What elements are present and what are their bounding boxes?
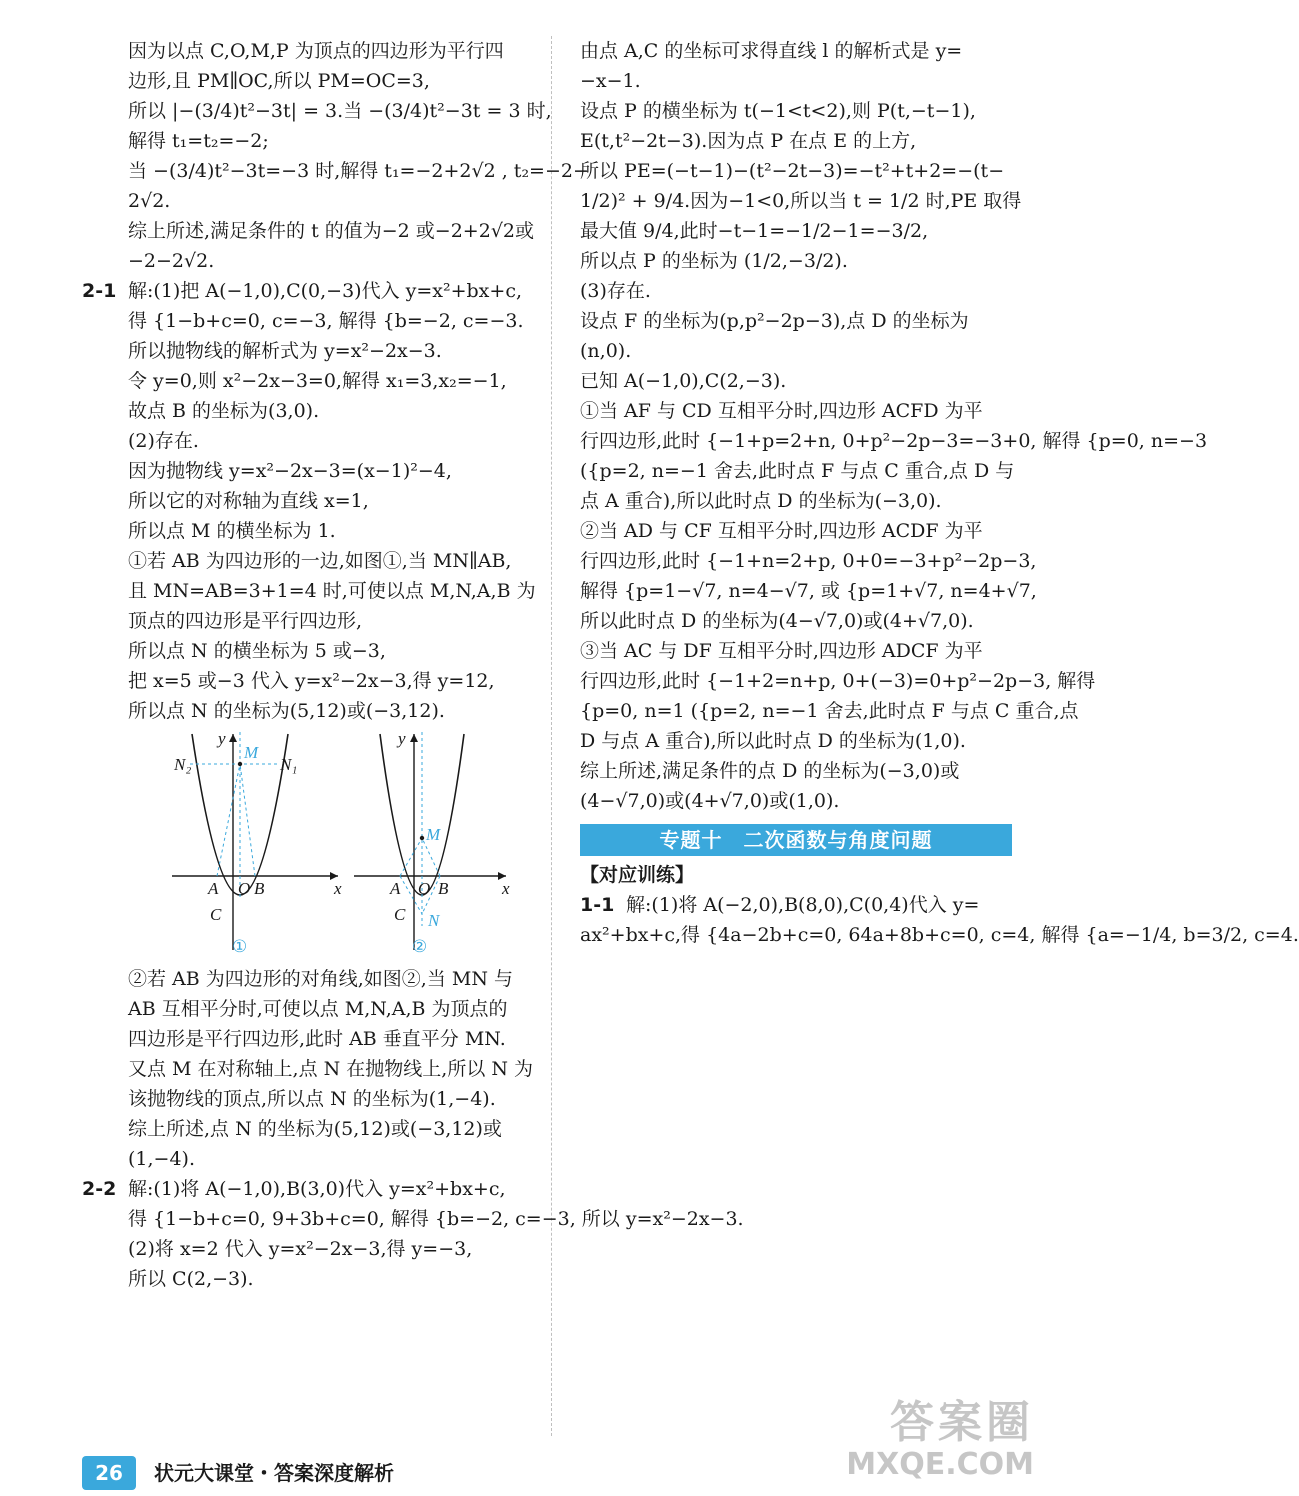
text-line: D 与点 A 重合),所以此时点 D 的坐标为(1,0). <box>580 730 966 752</box>
text-line: 又点 M 在对称轴上,点 N 在抛物线上,所以 N 为 <box>128 1058 534 1080</box>
text-line: 得 {1−b+c=0, 9+3b+c=0, 解得 {b=−2, c=−3, 所以 y=x²−2x−3. <box>128 1208 744 1230</box>
fig1-a-label: A <box>208 879 219 898</box>
text-line: 解:(1)把 A(−1,0),C(0,−3)代入 y=x²+bx+c, <box>128 280 522 302</box>
fig2-o-label: O <box>418 879 431 898</box>
text-line: 行四边形,此时 {−1+2=n+p, 0+(−3)=0+p²−2p−3, 解得 <box>580 670 1096 692</box>
fig1-number: ① <box>232 937 248 956</box>
parabola-figures <box>128 726 534 964</box>
text-line: 所以点 N 的横坐标为 5 或−3, <box>128 640 386 662</box>
text-line: 所以 |−(3/4)t²−3t| = 3.当 −(3/4)t²−3t = 3 时, <box>128 100 552 122</box>
text-line: 2√2. <box>128 190 171 212</box>
fig1-b-label: B <box>254 879 265 898</box>
text-line: (n,0). <box>580 340 632 362</box>
text-line: 且 MN=AB=3+1=4 时,可使以点 M,N,A,B 为 <box>128 580 536 602</box>
text-line: 设点 P 的横坐标为 t(−1<t<2),则 P(t,−t−1), <box>580 100 976 122</box>
text-line: 解得 t₁=t₂=−2; <box>128 130 269 152</box>
text-line: 令 y=0,则 x²−2x−3=0,解得 x₁=3,x₂=−1, <box>128 370 507 392</box>
problem-label: 2-2 <box>82 1178 117 1200</box>
fig2-a-label: A <box>390 879 401 898</box>
text-line: ②当 AD 与 CF 互相平分时,四边形 ACDF 为平 <box>580 520 983 542</box>
text-line: 该抛物线的顶点,所以点 N 的坐标为(1,−4). <box>128 1088 496 1110</box>
text-line: ②若 AB 为四边形的对角线,如图②,当 MN 与 <box>128 968 514 990</box>
text-line: (3)存在. <box>580 280 651 302</box>
text-line: ③当 AC 与 DF 互相平分时,四边形 ADCF 为平 <box>580 640 983 662</box>
text-line: 所以此时点 D 的坐标为(4−√7,0)或(4+√7,0). <box>580 610 974 632</box>
text-line: 综上所述,点 N 的坐标为(5,12)或(−3,12)或 <box>128 1118 502 1140</box>
text-line: 由点 A,C 的坐标可求得直线 l 的解析式是 y= <box>580 40 963 62</box>
text-line: ①当 AF 与 CD 互相平分时,四边形 ACFD 为平 <box>580 400 983 422</box>
section-banner: 专题十 二次函数与角度问题 <box>580 824 1012 856</box>
text-line: (2)存在. <box>128 430 199 452</box>
text-line: 边形,且 PM∥OC,所以 PM=OC=3, <box>128 70 430 92</box>
right-column <box>580 36 1299 950</box>
fig1-o-label: O <box>238 879 251 898</box>
text-line: 综上所述,满足条件的 t 的值为−2 或−2+2√2或 <box>128 220 535 242</box>
text-line: 设点 F 的坐标为(p,p²−2p−3),点 D 的坐标为 <box>580 310 969 332</box>
fig2-c-label: C <box>394 905 406 924</box>
watermark <box>846 1398 1034 1482</box>
text-line: 所以点 P 的坐标为 (1/2,−3/2). <box>580 250 848 272</box>
text-line: 所以 PE=(−t−1)−(t²−2t−3)=−t²+t+2=−(t− <box>580 160 1005 182</box>
figure-1 <box>172 729 342 956</box>
fig1-n2-label: N₂ <box>174 755 192 774</box>
fig2-b-label: B <box>438 879 449 898</box>
fig1-y-label: y <box>218 729 226 748</box>
text-line: 所以点 N 的坐标为(5,12)或(−3,12). <box>128 700 445 722</box>
footer-title: 状元大课堂・答案深度解析 <box>154 1461 394 1485</box>
text-line: (1,−4). <box>128 1148 196 1170</box>
watermark-url: MXQE.COM <box>846 1447 1034 1482</box>
text-line: (2)将 x=2 代入 y=x²−2x−3,得 y=−3, <box>128 1238 473 1260</box>
fig1-c-label: C <box>210 905 222 924</box>
problem-1-1-first-line <box>580 890 1012 920</box>
text-line: 点 A 重合),所以此时点 D 的坐标为(−3,0). <box>580 490 942 512</box>
text-line: 已知 A(−1,0),C(2,−3). <box>580 370 787 392</box>
text-line: (4−√7,0)或(4+√7,0)或(1,0). <box>580 790 840 812</box>
problem-label: 2-1 <box>82 280 117 302</box>
text-line: ①若 AB 为四边形的一边,如图①,当 MN∥AB, <box>128 550 512 572</box>
fig2-n-label: N <box>428 911 440 930</box>
text-line: 行四边形,此时 {−1+p=2+n, 0+p²−2p−3=−3+0, 解得 {p=0, n=−3 <box>580 430 1208 452</box>
text-line: 解:(1)将 A(−1,0),B(3,0)代入 y=x²+bx+c, <box>128 1178 506 1200</box>
fig1-n1-label: N₁ <box>280 755 298 774</box>
text-line: ax²+bx+c,得 {4a−2b+c=0, 64a+8b+c=0, c=4, 解得 {a=−1/4, b=3/2, c=4. <box>580 924 1299 946</box>
text-line: 所以点 M 的横坐标为 1. <box>128 520 336 542</box>
fig2-x-label: x <box>502 879 510 898</box>
figure-2 <box>354 729 510 956</box>
fig2-m-label: M <box>426 825 441 844</box>
problem-2-2-first-line <box>82 1174 534 1204</box>
text-line: 因为以点 C,O,M,P 为顶点的四边形为平行四 <box>128 40 504 62</box>
text-line: 所以 C(2,−3). <box>128 1268 254 1290</box>
text-line: 解得 {p=1−√7, n=4−√7, 或 {p=1+√7, n=4+√7, <box>580 580 1037 602</box>
page-footer <box>82 1456 394 1490</box>
text-line: 最大值 9/4,此时−t−1=−1/2−1=−3/2, <box>580 220 929 242</box>
problem-2-1-first-line <box>82 276 534 306</box>
figures <box>128 726 534 964</box>
fig2-number: ② <box>412 937 428 956</box>
text-line: −2−2√2. <box>128 250 215 272</box>
text-line: 综上所述,满足条件的点 D 的坐标为(−3,0)或 <box>580 760 960 782</box>
point-m <box>420 836 424 840</box>
problem-label: 1-1 <box>580 894 615 916</box>
text-line: 顶点的四边形是平行四边形, <box>128 610 363 632</box>
text-line: {p=0, n=1 ({p=2, n=−1 舍去,此时点 F 与点 C 重合,点 <box>580 700 1079 722</box>
text-line: 当 −(3/4)t²−3t=−3 时,解得 t₁=−2+2√2 , t₂=−2− <box>128 160 589 182</box>
text-line: −x−1. <box>580 70 641 92</box>
text-line: AB 互相平分时,可使以点 M,N,A,B 为顶点的 <box>128 998 508 1020</box>
fig1-x-label: x <box>334 879 342 898</box>
fig1-m-label: M <box>244 743 259 762</box>
text-line: 因为抛物线 y=x²−2x−3=(x−1)²−4, <box>128 460 452 482</box>
page-number: 26 <box>82 1456 136 1490</box>
point-m <box>238 762 242 766</box>
text-line: ({p=2, n=−1 舍去,此时点 F 与点 C 重合,点 D 与 <box>580 460 1015 482</box>
text-line: E(t,t²−2t−3).因为点 P 在点 E 的上方, <box>580 130 917 152</box>
text-line: 解:(1)将 A(−2,0),B(8,0),C(0,4)代入 y= <box>626 894 980 916</box>
text-line: 所以它的对称轴为直线 x=1, <box>128 490 369 512</box>
text-line: 1/2)² + 9/4.因为−1<0,所以当 t = 1/2 时,PE 取得 <box>580 190 1022 212</box>
text-line: 把 x=5 或−3 代入 y=x²−2x−3,得 y=12, <box>128 670 495 692</box>
text-line: 四边形是平行四边形,此时 AB 垂直平分 MN. <box>128 1028 506 1050</box>
section-subheading: 【对应训练】 <box>580 864 695 886</box>
watermark-logo: 答案圈 <box>890 1397 1034 1448</box>
text-line: 行四边形,此时 {−1+n=2+p, 0+0=−3+p²−2p−3, <box>580 550 1037 572</box>
text-line: 故点 B 的坐标为(3,0). <box>128 400 320 422</box>
fig2-y-label: y <box>398 729 406 748</box>
text-line: 得 {1−b+c=0, c=−3, 解得 {b=−2, c=−3. <box>128 310 524 332</box>
text-line: 所以抛物线的解析式为 y=x²−2x−3. <box>128 340 442 362</box>
